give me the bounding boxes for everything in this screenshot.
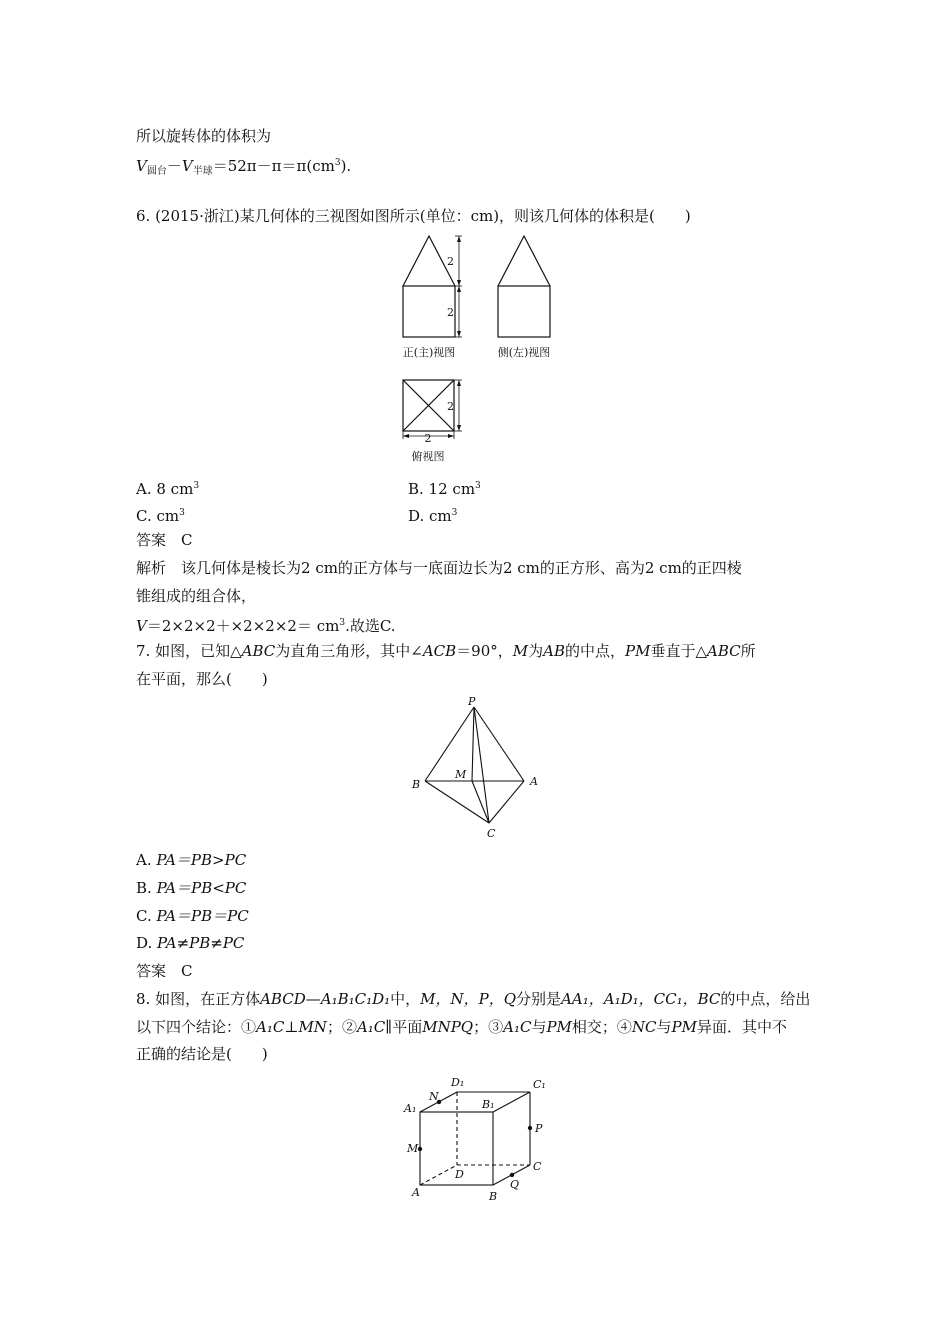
point-p-label: P	[468, 695, 476, 708]
top-view-label: 俯视图	[411, 450, 445, 463]
q7-option-a: A. PA＝PB>PC	[136, 851, 247, 869]
point-p-label: P	[535, 1122, 543, 1135]
vertex-d1-label: D₁	[451, 1076, 465, 1089]
q7-answer: 答案 C	[136, 962, 193, 980]
prev-line1: 所以旋转体的体积为	[136, 127, 272, 145]
q7-stem-line2: 在平面，那么( )	[136, 670, 268, 688]
q6-option-d: D. $cm^3$	[408, 507, 458, 525]
top-height-label: 2	[447, 400, 454, 413]
q6-analysis-line2: 锥组成的组合体，	[136, 587, 257, 605]
vertex-c-label: C	[533, 1160, 542, 1173]
point-m-label: M	[407, 1142, 419, 1155]
q8-stem-line1: 8. 如图，在正方体ABCD—A₁B₁C₁D₁中，M，N，P，Q分别是AA₁，A₁D₁，CC₁，BC的中点，给出	[136, 990, 811, 1008]
q6-analysis-formula: $V=2\times 2\times 2+\times 2\times 2\times 2= cm^3$.故选C.	[136, 617, 396, 635]
front-view	[403, 236, 462, 337]
q8-stem-line2: 以下四个结论：①A₁C⊥MN；②A₁C∥平面MNPQ；③A₁C与PM相交；④NC与PM异面．其中不	[136, 1018, 788, 1036]
q8-stem-line3: 正确的结论是( )	[136, 1045, 268, 1063]
point-b-label: B	[412, 778, 421, 791]
q6-stem: 6. (2015·浙江)某几何体的三视图如图所示(单位：cm)，则该几何体的体积是( )	[136, 207, 691, 225]
vertex-b1-label: B₁	[482, 1098, 495, 1111]
q7-option-d: D. PA≠PB≠PC	[136, 934, 245, 952]
q6-analysis-line1: 解析 该几何体是棱长为2 cm的正方体与一底面边长为2 cm的正方形、高为2 cm的正四棱	[136, 559, 742, 577]
q7-option-c: C. PA＝PB＝PC	[136, 907, 249, 925]
vertex-a-label: A	[412, 1186, 420, 1199]
tetrahedron-figure	[0, 695, 950, 845]
vertex-b-label: B	[489, 1190, 498, 1203]
side-view-label: 侧(左)视图	[497, 346, 551, 359]
prev-volume-formula: $V_{圆台}-V_{半球}=52\pi-\pi=\pi(cm^3)$.	[136, 157, 352, 177]
side-view	[498, 236, 550, 337]
point-q-label: Q	[510, 1178, 520, 1191]
front-height-top-label: 2	[447, 255, 454, 268]
point-m-label: M	[455, 768, 467, 781]
q7-stem-line1: 7. 如图，已知△ABC为直角三角形，其中∠ACB＝90°，M为AB的中点，PM垂直于△ABC所	[136, 642, 756, 660]
top-width-label: 2	[424, 432, 432, 445]
q6-option-b: B. 12 $cm^3$	[408, 480, 481, 498]
vertex-a1-label: A₁	[404, 1102, 417, 1115]
point-c-label: C	[487, 827, 496, 840]
cube-figure	[0, 1070, 950, 1210]
vertex-d-label: D	[455, 1168, 464, 1181]
point-n-label: N	[429, 1090, 439, 1103]
front-view-label: 正(主)视图	[402, 346, 456, 359]
q6-option-c: C. $cm^3$	[136, 507, 185, 525]
vertex-c1-label: C₁	[533, 1078, 546, 1091]
front-height-bottom-label: 2	[447, 306, 454, 319]
q6-answer: 答案 C	[136, 531, 193, 549]
q7-option-b: B. PA＝PB<PC	[136, 879, 247, 897]
point-a-label: A	[530, 775, 538, 788]
q6-option-a: A. 8 $cm^3$	[136, 480, 200, 498]
